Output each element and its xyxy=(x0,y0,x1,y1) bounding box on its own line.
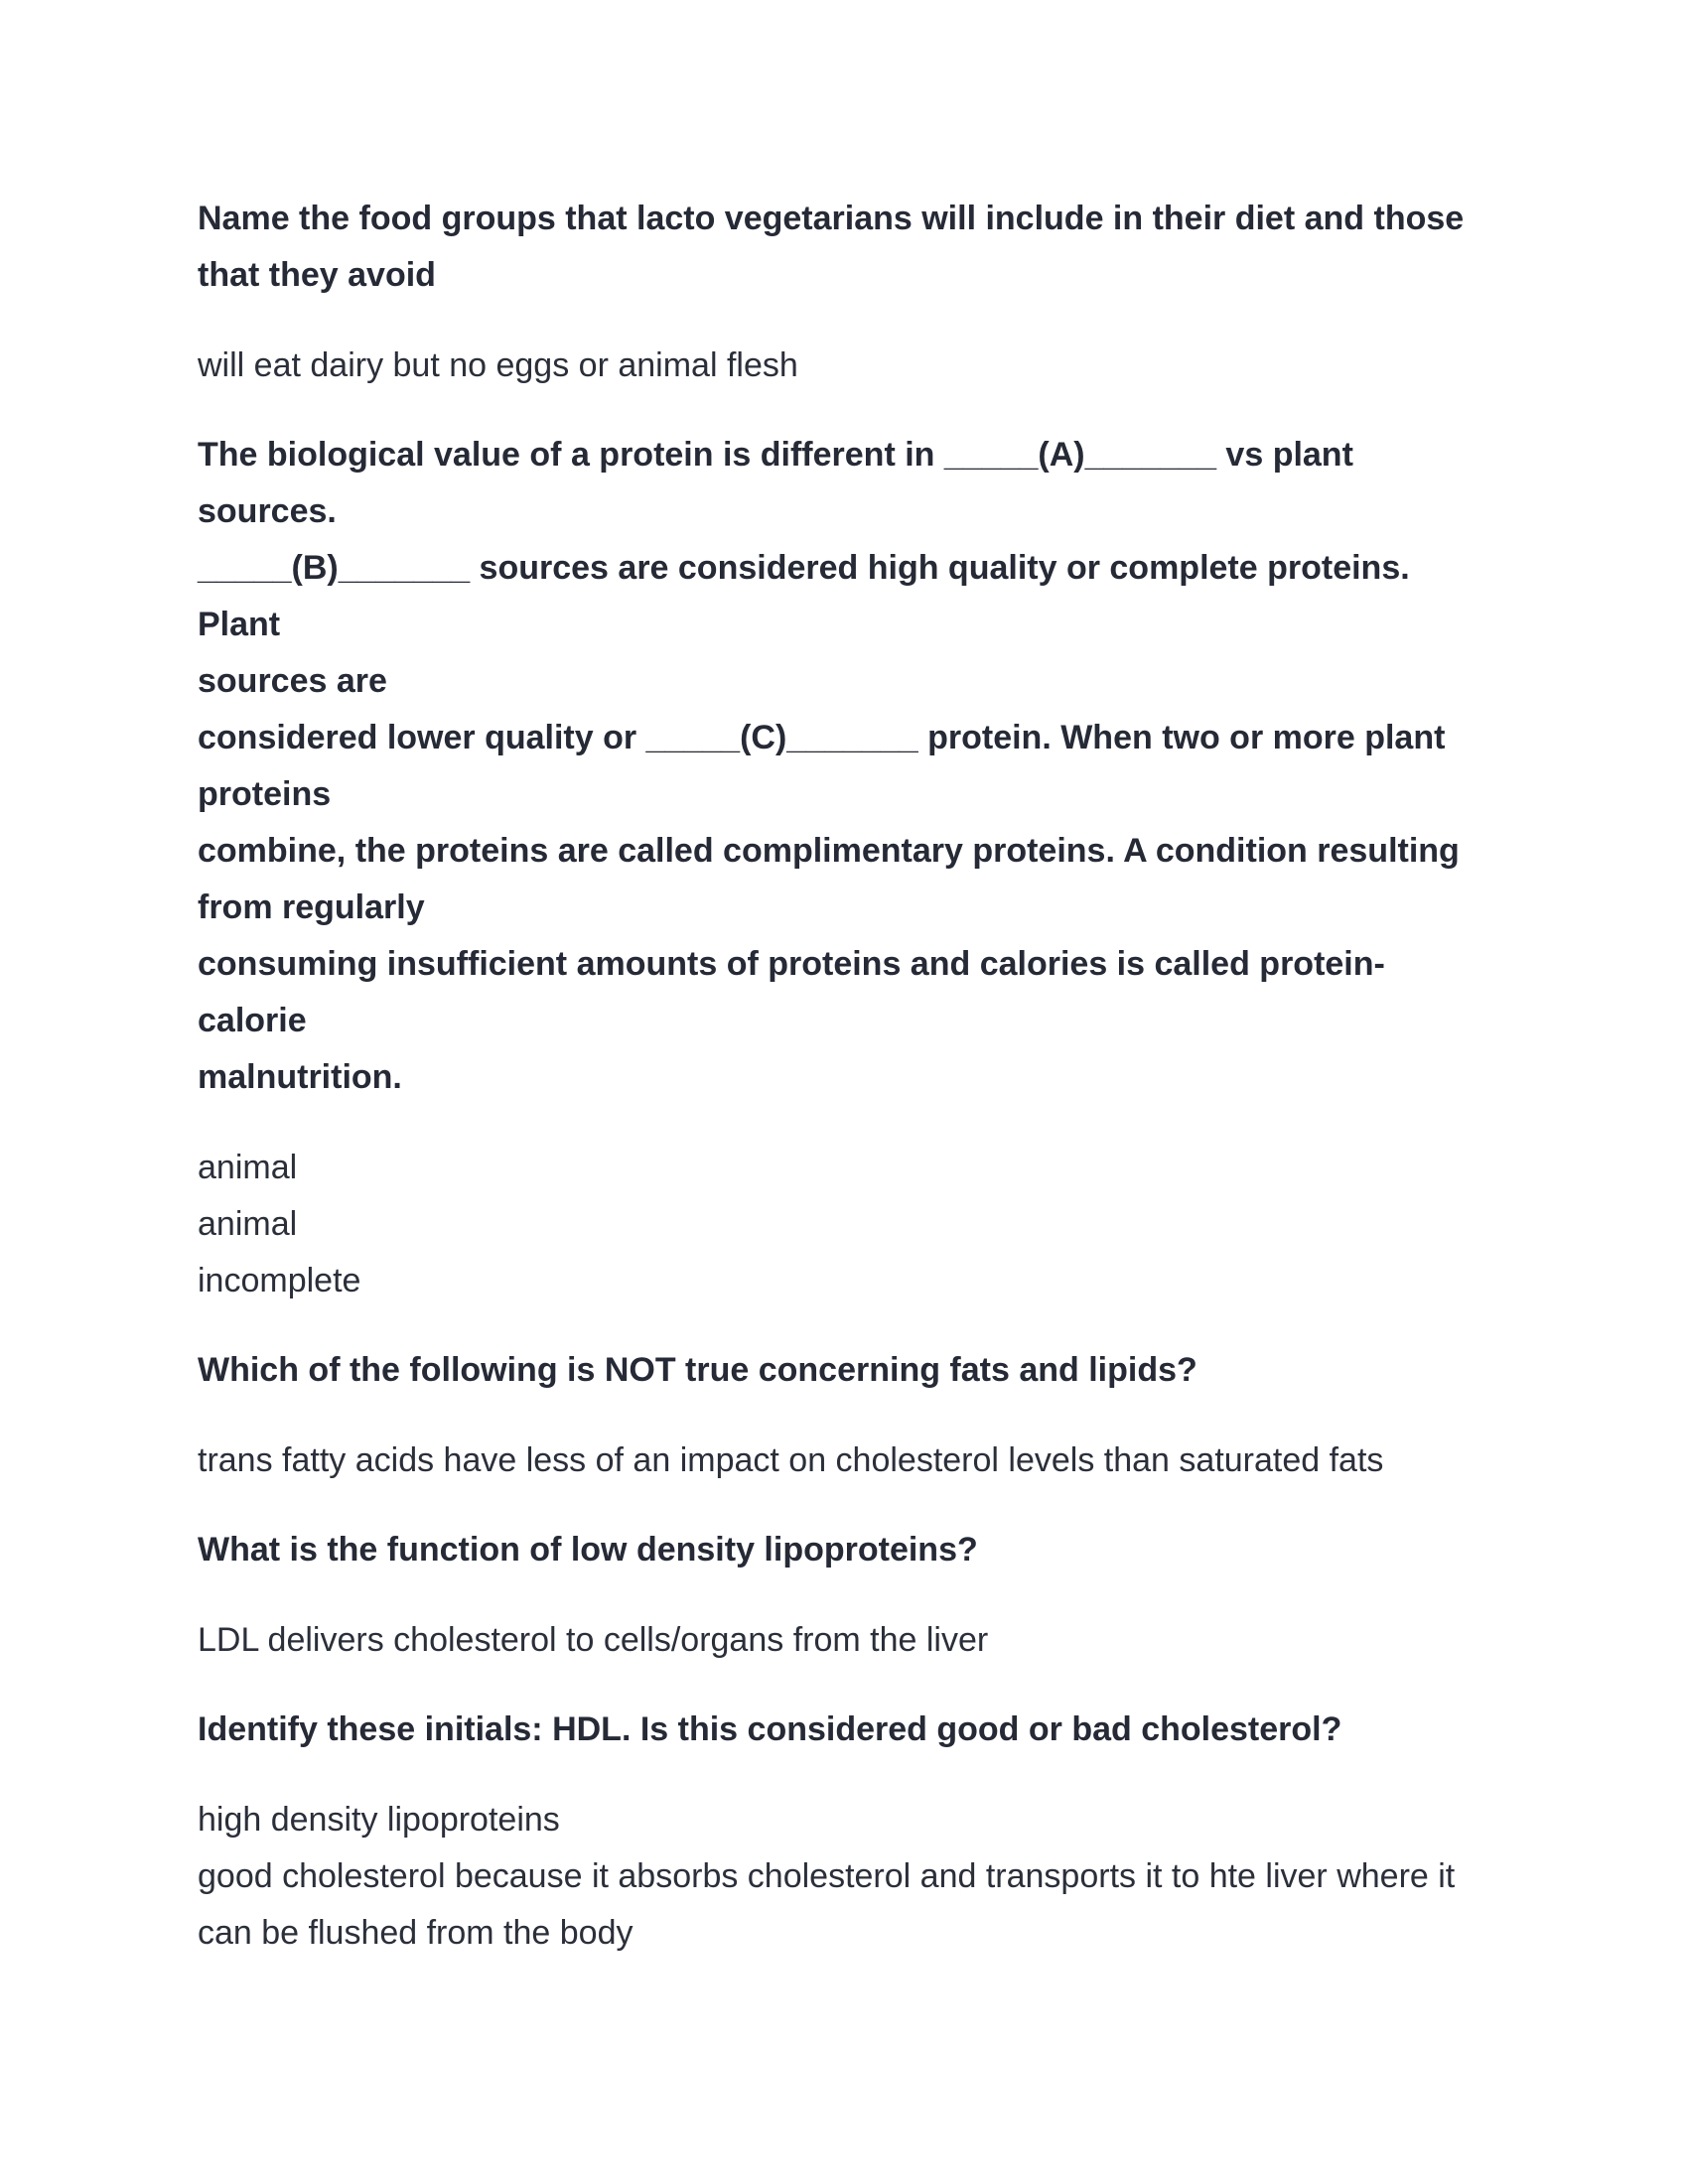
qa-item-hdl xyxy=(198,1702,1488,1962)
document-page xyxy=(198,191,1488,1962)
answer-line: LDL delivers cholesterol to cells/organs from the liver xyxy=(198,1621,989,1659)
qa-item-biological-value xyxy=(198,427,1488,1309)
question-text xyxy=(198,1522,1488,1578)
question-line: Which of the following is NOT true concerning fats and lipids? xyxy=(198,1351,1197,1389)
question-text xyxy=(198,1702,1488,1758)
question-line: that they avoid xyxy=(198,256,436,294)
answer-line: incomplete xyxy=(198,1262,361,1299)
question-line: Identify these initials: HDL. Is this considered good or bad cholesterol? xyxy=(198,1710,1342,1748)
question-text xyxy=(198,427,1488,1106)
question-line: sources are xyxy=(198,662,387,700)
question-line: proteins xyxy=(198,775,332,813)
question-line: from regularly xyxy=(198,888,425,926)
question-line: The biological value of a protein is different in _____(A)_______ vs plant sources. xyxy=(198,436,1353,530)
question-line: What is the function of low density lipoproteins? xyxy=(198,1531,978,1569)
question-line: malnutrition. xyxy=(198,1058,402,1096)
question-line: considered lower quality or _____(C)_______ protein. When two or more plant xyxy=(198,719,1446,756)
answer-text xyxy=(198,1612,1488,1669)
answer-line: can be flushed from the body xyxy=(198,1914,633,1952)
answer-line: will eat dairy but no eggs or animal flesh xyxy=(198,346,798,384)
question-line: _____(B)_______ sources are considered high quality or complete proteins. Plant xyxy=(198,549,1410,643)
answer-line: animal xyxy=(198,1205,298,1243)
answer-line: animal xyxy=(198,1149,298,1186)
question-line: Name the food groups that lacto vegetarians will include in their diet and those xyxy=(198,200,1465,237)
question-text xyxy=(198,1342,1488,1399)
question-line: consuming insufficient amounts of proteins and calories is called protein- calorie xyxy=(198,945,1385,1039)
qa-item-lacto-vegetarian xyxy=(198,191,1488,394)
question-text xyxy=(198,191,1488,304)
question-line: combine, the proteins are called complimentary proteins. A condition resulting xyxy=(198,832,1460,870)
qa-item-ldl-function xyxy=(198,1522,1488,1669)
answer-line: good cholesterol because it absorbs cholesterol and transports it to hte liver where it xyxy=(198,1857,1456,1895)
answer-text xyxy=(198,1792,1488,1962)
qa-item-fats-lipids xyxy=(198,1342,1488,1489)
answer-line: high density lipoproteins xyxy=(198,1801,560,1839)
answer-text xyxy=(198,1433,1488,1489)
answer-text xyxy=(198,338,1488,394)
answer-text xyxy=(198,1140,1488,1309)
answer-line: trans fatty acids have less of an impact on cholesterol levels than saturated fats xyxy=(198,1441,1384,1479)
